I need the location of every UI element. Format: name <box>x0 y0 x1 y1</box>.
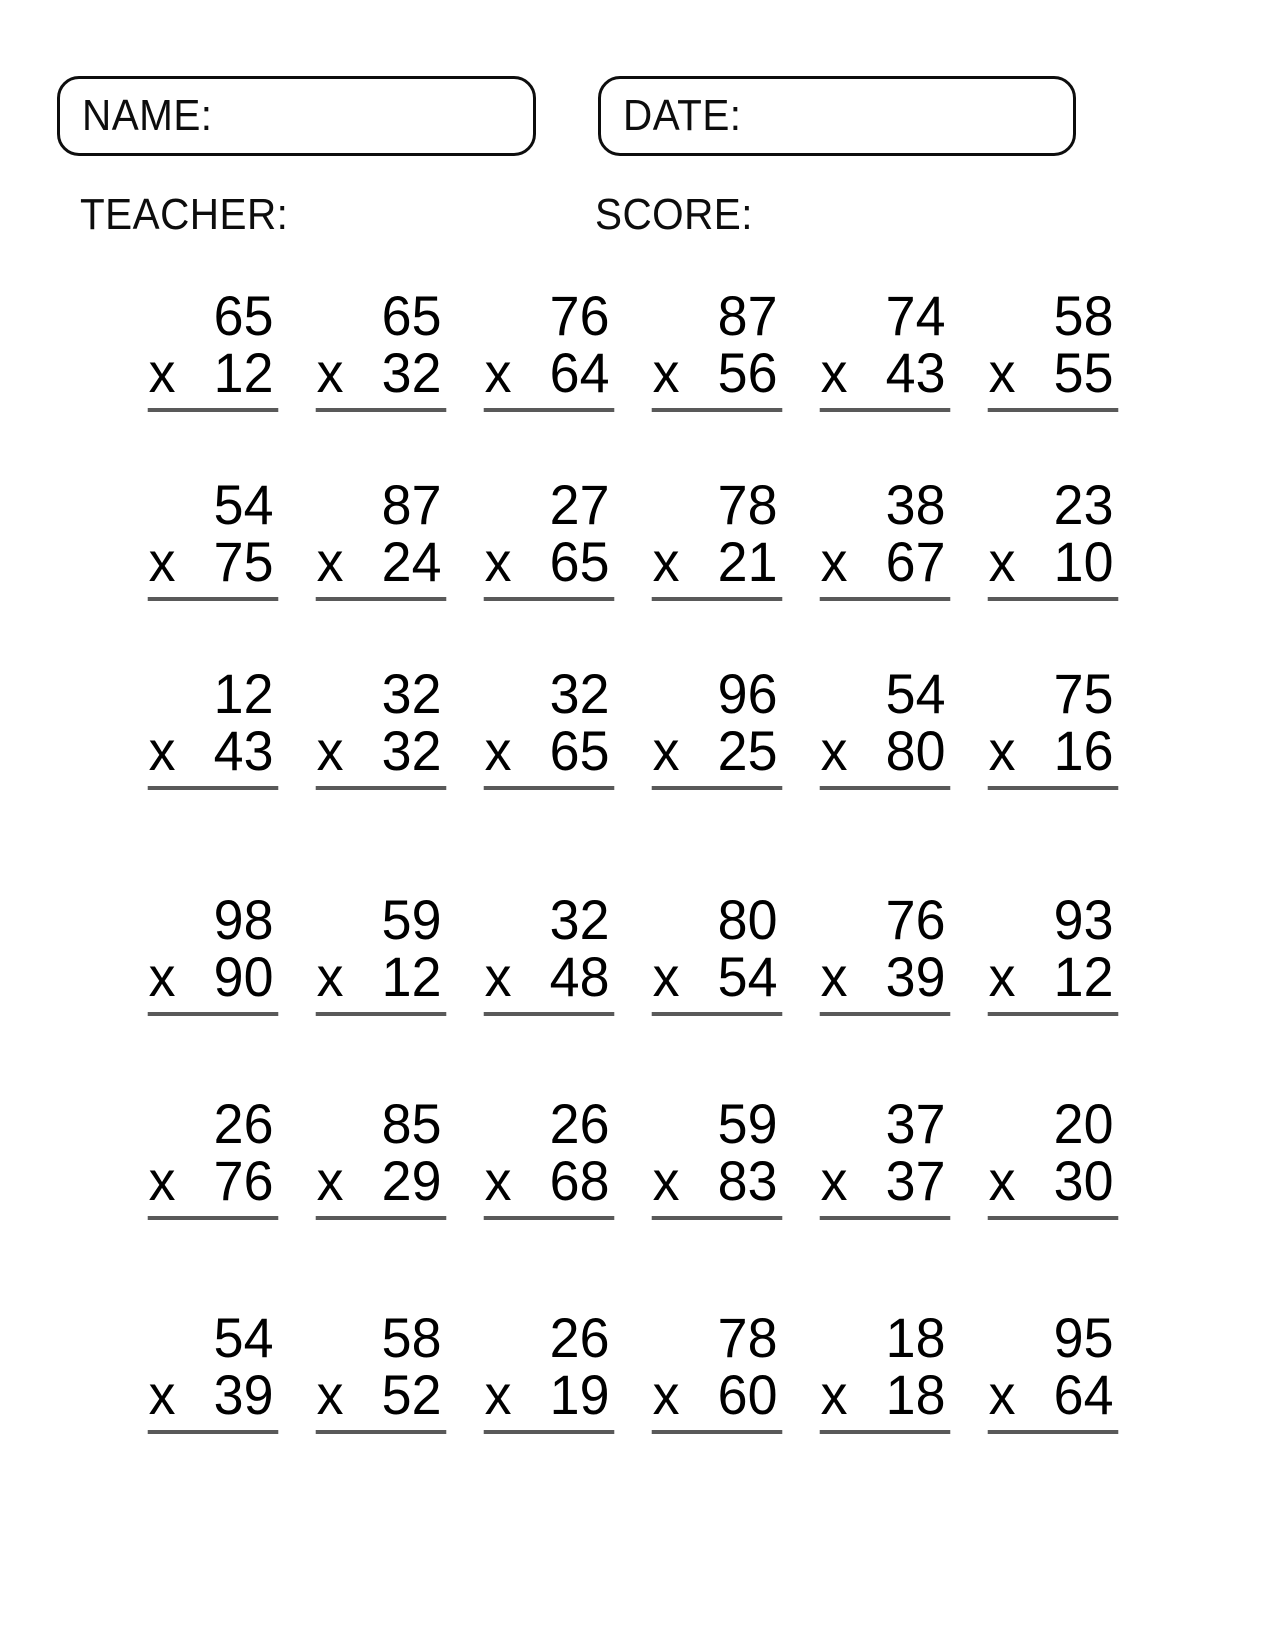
multiplication-problem <box>652 662 783 790</box>
multiplication-problem <box>484 662 615 790</box>
multiply-operator: x <box>988 1149 1016 1212</box>
multiplier-row <box>652 1149 783 1220</box>
multiply-operator: x <box>484 341 512 404</box>
multiplication-problem <box>820 662 951 790</box>
multiply-operator: x <box>484 1363 512 1426</box>
multiplicand: 80 <box>717 888 778 951</box>
multiplication-problem <box>820 473 951 601</box>
multiplication-problem <box>988 888 1119 1016</box>
multiplicand: 12 <box>213 662 274 725</box>
multiplicand: 65 <box>381 284 442 347</box>
multiplier: 64 <box>549 341 610 404</box>
multiplication-problem <box>316 284 447 412</box>
multiply-operator: x <box>484 719 512 782</box>
multiplicand: 96 <box>717 662 778 725</box>
multiplier: 80 <box>885 719 946 782</box>
multiply-operator: x <box>316 1149 344 1212</box>
multiplication-problem <box>988 473 1119 601</box>
multiplier-row <box>484 1149 615 1220</box>
multiplier: 67 <box>885 530 946 593</box>
multiplier-row <box>148 719 279 790</box>
multiplicand: 76 <box>885 888 946 951</box>
multiplier: 21 <box>717 530 778 593</box>
multiply-operator: x <box>316 341 344 404</box>
problem-row <box>145 1092 1125 1220</box>
date-label: DATE: <box>623 91 742 140</box>
multiplier: 32 <box>381 341 442 404</box>
multiplier: 29 <box>381 1149 442 1212</box>
multiplier-row <box>820 945 951 1016</box>
multiplication-problem <box>988 1092 1119 1220</box>
multiplier: 43 <box>885 341 946 404</box>
multiplier: 12 <box>1053 945 1114 1008</box>
date-field-box <box>598 76 1076 156</box>
multiplicand: 78 <box>717 473 778 536</box>
multiplier: 30 <box>1053 1149 1114 1212</box>
multiply-operator: x <box>148 1363 176 1426</box>
multiplier: 65 <box>549 719 610 782</box>
multiplicand: 23 <box>1053 473 1114 536</box>
multiplier: 65 <box>549 530 610 593</box>
problem-row <box>145 473 1125 601</box>
multiplier-row <box>652 341 783 412</box>
multiply-operator: x <box>148 945 176 1008</box>
multiplicand: 32 <box>549 888 610 951</box>
multiplication-problem <box>652 1306 783 1434</box>
multiplicand: 59 <box>717 1092 778 1155</box>
multiplication-problem <box>820 1306 951 1434</box>
multiply-operator: x <box>316 719 344 782</box>
multiplication-problem <box>988 662 1119 790</box>
multiplier-row <box>484 1363 615 1434</box>
multiplier-row <box>484 719 615 790</box>
multiplier-row <box>988 719 1119 790</box>
multiplier: 19 <box>549 1363 610 1426</box>
multiply-operator: x <box>652 341 680 404</box>
multiply-operator: x <box>652 719 680 782</box>
multiplier-row <box>484 341 615 412</box>
multiplicand: 54 <box>885 662 946 725</box>
multiplicand: 54 <box>213 473 274 536</box>
multiplicand: 95 <box>1053 1306 1114 1369</box>
multiplicand: 20 <box>1053 1092 1114 1155</box>
multiply-operator: x <box>820 530 848 593</box>
multiplication-problem <box>148 888 279 1016</box>
multiplier-row <box>148 530 279 601</box>
multiplier-row <box>316 341 447 412</box>
multiplication-problem <box>820 888 951 1016</box>
multiplicand: 87 <box>717 284 778 347</box>
multiplier: 54 <box>717 945 778 1008</box>
multiplication-problem <box>316 1092 447 1220</box>
multiplier: 64 <box>1053 1363 1114 1426</box>
multiplier-row <box>316 719 447 790</box>
multiplicand: 37 <box>885 1092 946 1155</box>
teacher-label: TEACHER: <box>80 190 289 239</box>
multiplier: 52 <box>381 1363 442 1426</box>
multiply-operator: x <box>988 719 1016 782</box>
multiplier: 16 <box>1053 719 1114 782</box>
problem-row <box>145 662 1125 790</box>
multiplicand: 58 <box>381 1306 442 1369</box>
multiplicand: 59 <box>381 888 442 951</box>
name-field-box <box>57 76 536 156</box>
multiplier-row <box>316 530 447 601</box>
multiplicand: 74 <box>885 284 946 347</box>
multiplier-row <box>988 341 1119 412</box>
multiply-operator: x <box>316 1363 344 1426</box>
multiplier: 37 <box>885 1149 946 1212</box>
multiplication-problem <box>484 1092 615 1220</box>
multiplier: 68 <box>549 1149 610 1212</box>
multiply-operator: x <box>148 341 176 404</box>
multiplication-problem <box>820 1092 951 1220</box>
multiplicand: 18 <box>885 1306 946 1369</box>
multiplier-row <box>148 341 279 412</box>
multiplier-row <box>484 530 615 601</box>
multiply-operator: x <box>148 530 176 593</box>
multiply-operator: x <box>988 530 1016 593</box>
multiplier-row <box>484 945 615 1016</box>
multiplier: 12 <box>381 945 442 1008</box>
multiplicand: 32 <box>549 662 610 725</box>
multiplier-row <box>988 1149 1119 1220</box>
multiplier: 76 <box>213 1149 274 1212</box>
multiplicand: 98 <box>213 888 274 951</box>
multiplicand: 27 <box>549 473 610 536</box>
multiplier-row <box>148 1149 279 1220</box>
problem-row <box>145 1306 1125 1434</box>
multiply-operator: x <box>820 1363 848 1426</box>
multiplication-problem <box>148 284 279 412</box>
multiplicand: 76 <box>549 284 610 347</box>
multiplier-row <box>820 341 951 412</box>
multiplier: 10 <box>1053 530 1114 593</box>
multiply-operator: x <box>316 530 344 593</box>
multiplicand: 65 <box>213 284 274 347</box>
multiply-operator: x <box>652 530 680 593</box>
multiplier: 39 <box>885 945 946 1008</box>
multiply-operator: x <box>820 719 848 782</box>
multiplier-row <box>316 1149 447 1220</box>
multiplier: 43 <box>213 719 274 782</box>
multiplication-problem <box>148 662 279 790</box>
multiplication-problem <box>652 1092 783 1220</box>
multiplier-row <box>652 719 783 790</box>
score-label: SCORE: <box>595 190 753 239</box>
multiplier: 56 <box>717 341 778 404</box>
multiply-operator: x <box>820 945 848 1008</box>
multiplier-row <box>820 530 951 601</box>
multiplication-problem <box>316 888 447 1016</box>
multiplier: 25 <box>717 719 778 782</box>
multiplier: 32 <box>381 719 442 782</box>
multiplicand: 38 <box>885 473 946 536</box>
multiply-operator: x <box>652 945 680 1008</box>
multiplier-row <box>988 530 1119 601</box>
problems-grid <box>145 284 1125 1434</box>
multiplication-problem <box>652 473 783 601</box>
multiplication-problem <box>484 888 615 1016</box>
multiplier-row <box>652 945 783 1016</box>
multiplier-row <box>652 530 783 601</box>
multiplier: 18 <box>885 1363 946 1426</box>
multiplier-row <box>820 719 951 790</box>
multiply-operator: x <box>316 945 344 1008</box>
multiplier-row <box>316 1363 447 1434</box>
multiplier-row <box>988 945 1119 1016</box>
multiplicand: 58 <box>1053 284 1114 347</box>
multiplicand: 85 <box>381 1092 442 1155</box>
multiplicand: 87 <box>381 473 442 536</box>
multiplicand: 78 <box>717 1306 778 1369</box>
multiply-operator: x <box>988 341 1016 404</box>
multiply-operator: x <box>484 945 512 1008</box>
multiplicand: 26 <box>549 1092 610 1155</box>
problem-row <box>145 888 1125 1016</box>
multiplicand: 26 <box>549 1306 610 1369</box>
multiplication-problem <box>484 1306 615 1434</box>
multiply-operator: x <box>988 1363 1016 1426</box>
multiply-operator: x <box>148 1149 176 1212</box>
multiply-operator: x <box>820 1149 848 1212</box>
multiplication-problem <box>316 473 447 601</box>
multiplier-row <box>316 945 447 1016</box>
multiply-operator: x <box>148 719 176 782</box>
name-label: NAME: <box>82 91 213 140</box>
multiplier: 90 <box>213 945 274 1008</box>
multiplication-problem <box>820 284 951 412</box>
multiplier: 83 <box>717 1149 778 1212</box>
multiplier-row <box>148 945 279 1016</box>
multiply-operator: x <box>652 1363 680 1426</box>
multiplier-row <box>148 1363 279 1434</box>
multiplication-problem <box>988 284 1119 412</box>
multiplication-problem <box>316 1306 447 1434</box>
multiplication-problem <box>484 284 615 412</box>
multiplier-row <box>820 1149 951 1220</box>
multiplicand: 32 <box>381 662 442 725</box>
multiplier-row <box>820 1363 951 1434</box>
multiply-operator: x <box>484 530 512 593</box>
multiplier: 24 <box>381 530 442 593</box>
multiplicand: 54 <box>213 1306 274 1369</box>
multiplicand: 26 <box>213 1092 274 1155</box>
multiplicand: 75 <box>1053 662 1114 725</box>
multiplier: 39 <box>213 1363 274 1426</box>
multiplication-problem <box>988 1306 1119 1434</box>
multiplicand: 93 <box>1053 888 1114 951</box>
multiplication-problem <box>148 1306 279 1434</box>
multiplication-problem <box>652 888 783 1016</box>
multiply-operator: x <box>820 341 848 404</box>
multiplier: 55 <box>1053 341 1114 404</box>
multiplier: 60 <box>717 1363 778 1426</box>
multiplication-problem <box>316 662 447 790</box>
multiplication-problem <box>652 284 783 412</box>
multiply-operator: x <box>988 945 1016 1008</box>
multiplier-row <box>988 1363 1119 1434</box>
multiplication-problem <box>484 473 615 601</box>
multiplication-problem <box>148 473 279 601</box>
multiply-operator: x <box>652 1149 680 1212</box>
multiplier: 75 <box>213 530 274 593</box>
multiply-operator: x <box>484 1149 512 1212</box>
multiplier: 12 <box>213 341 274 404</box>
multiplier-row <box>652 1363 783 1434</box>
problem-row <box>145 284 1125 412</box>
multiplication-problem <box>148 1092 279 1220</box>
multiplier: 48 <box>549 945 610 1008</box>
